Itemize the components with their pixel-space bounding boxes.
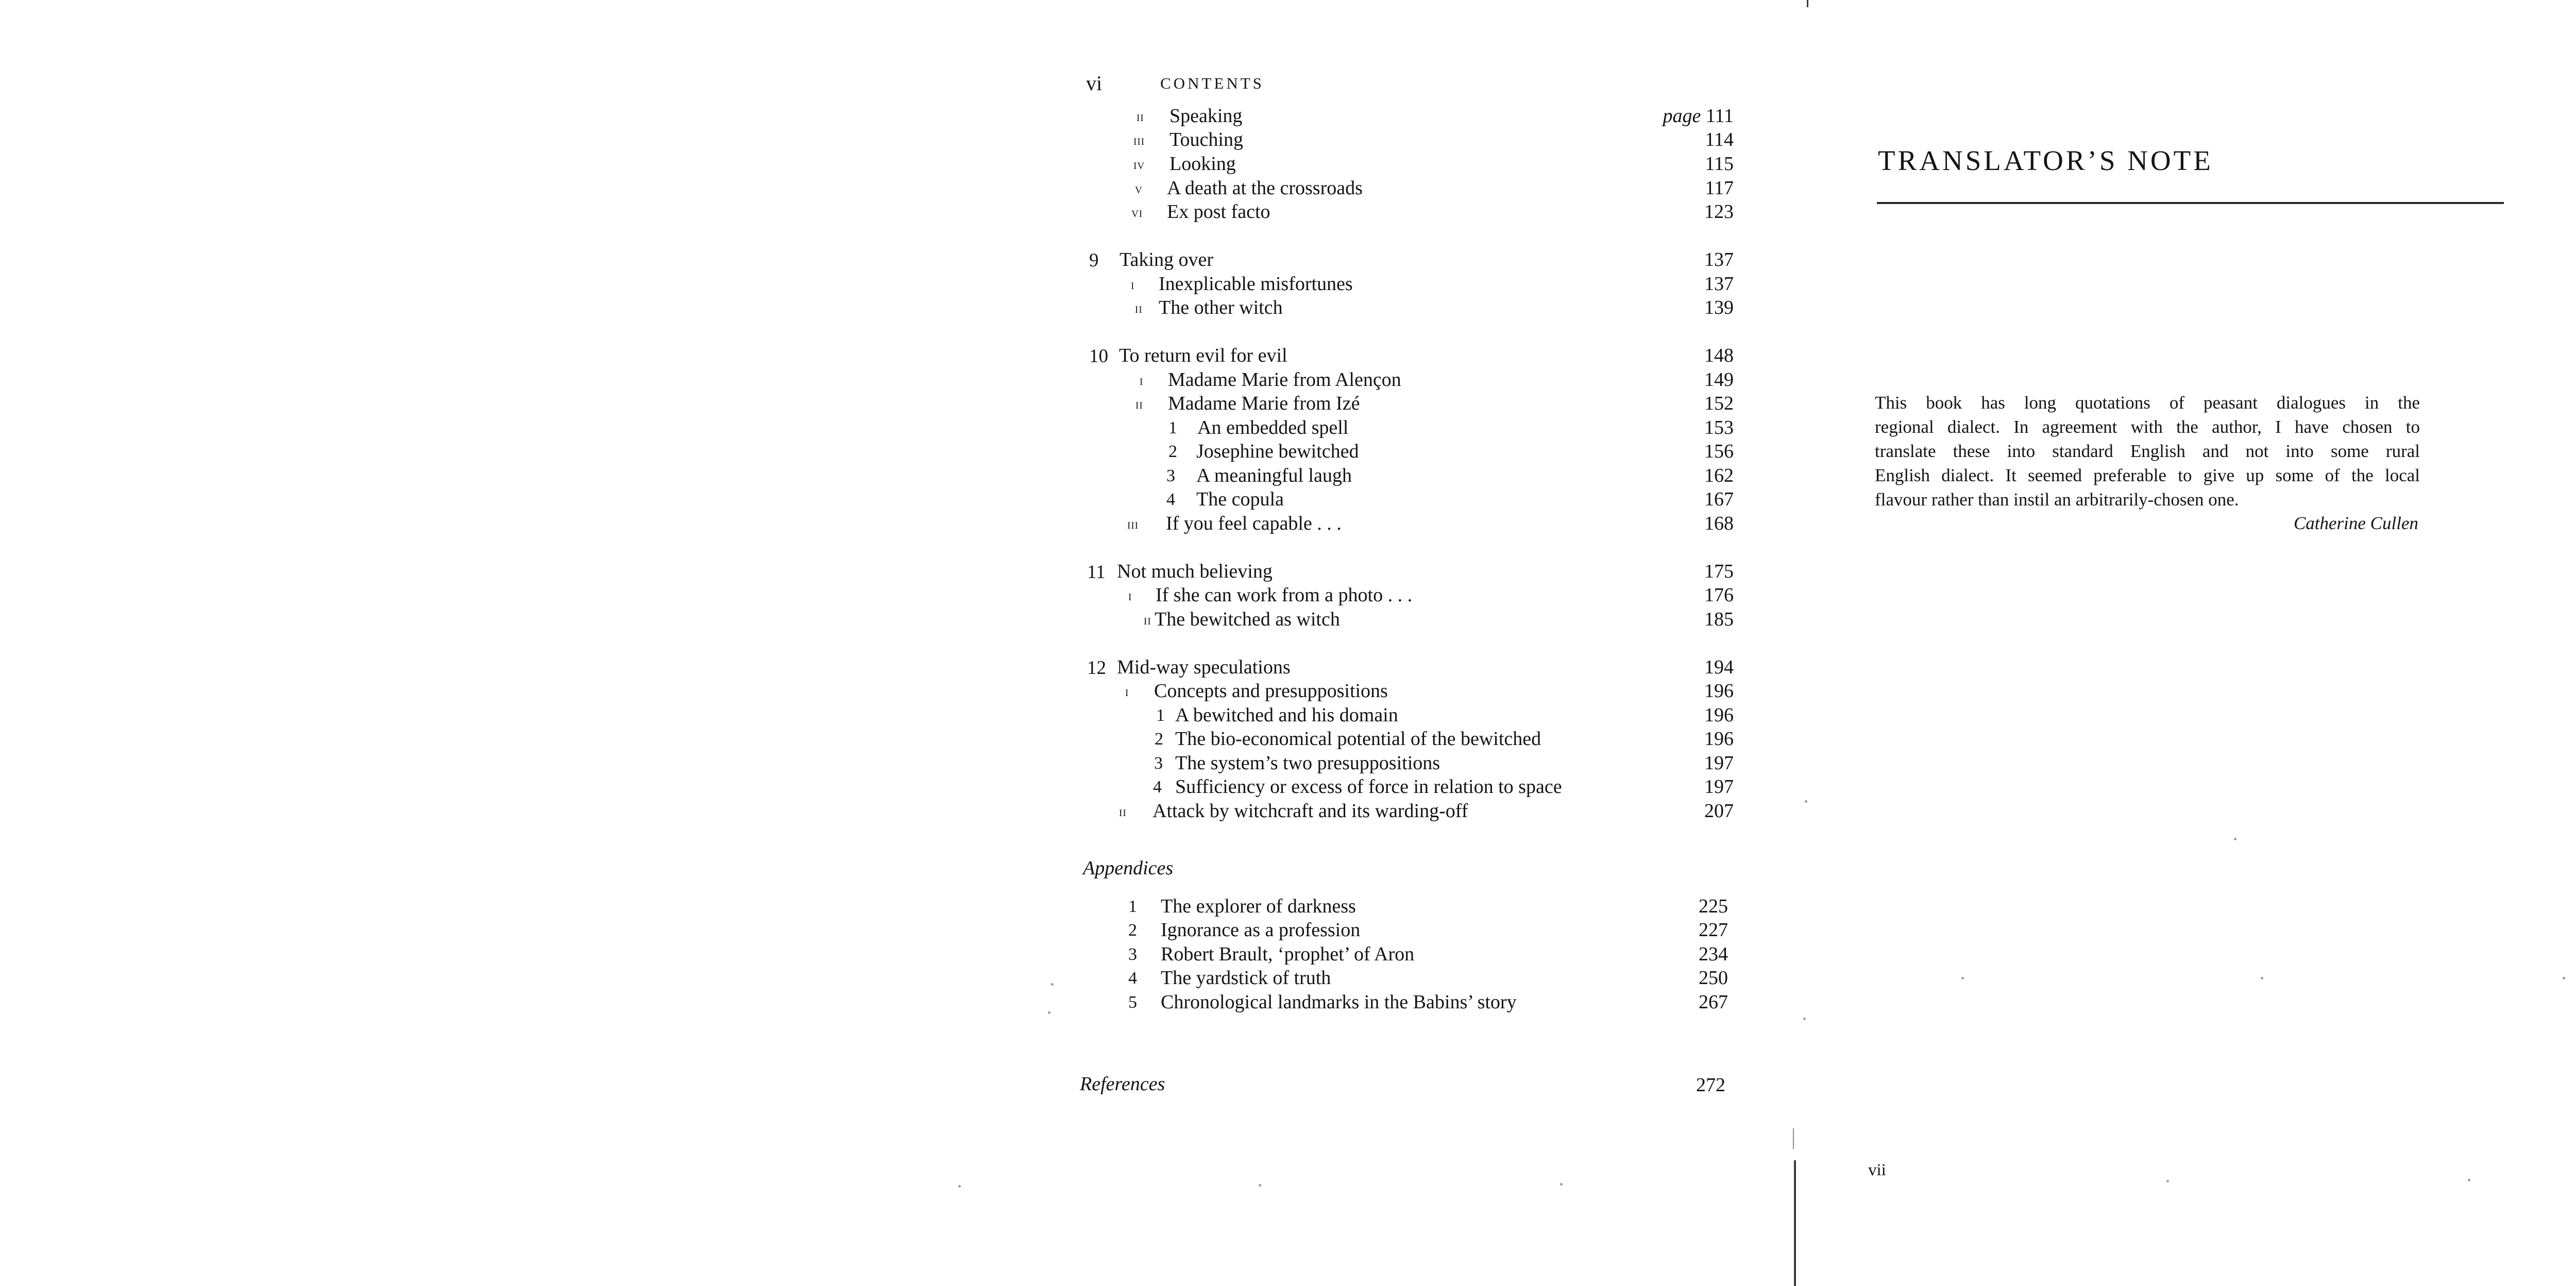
toc-entry-number: iii: [1127, 516, 1139, 532]
toc-entry-page: 123: [1704, 201, 1734, 223]
toc-entry-number: 2: [1168, 442, 1177, 461]
toc-entry-page: 162: [1704, 465, 1734, 486]
toc-entry-label: Ex post facto: [1167, 201, 1270, 223]
toc-entry-label: The bewitched as witch: [1155, 608, 1340, 630]
toc-entry-label: To return evil for evil: [1119, 345, 1287, 366]
toc-entry-label: Speaking: [1170, 105, 1243, 127]
appendix-label: Robert Brault, ‘prophet’ of Aron: [1161, 943, 1415, 965]
note-body-line: This book has long quotations of peasant dialogues in the: [1875, 393, 2420, 413]
toc-entry-page: 196: [1704, 728, 1734, 750]
appendix-number: 1: [1128, 897, 1137, 916]
toc-entry-label: Taking over: [1120, 249, 1214, 270]
toc-entry-label: The other witch: [1159, 297, 1283, 318]
toc-entry-number: i: [1125, 684, 1129, 699]
title-rule: [1877, 202, 2504, 204]
toc-entry-number: 1: [1168, 418, 1177, 437]
toc-entry-number: 11: [1087, 562, 1106, 583]
toc-entry-page: 137: [1704, 273, 1734, 295]
note-body-line: regional dialect. In agreement with the author, I have chosen to: [1875, 417, 2420, 437]
toc-entry-number: 4: [1166, 490, 1175, 509]
toc-entry-label: A meaningful laugh: [1196, 465, 1352, 486]
toc-entry-number: v: [1135, 181, 1143, 196]
scan-speck: [1803, 1018, 1806, 1020]
toc-entry-page: page 111: [1663, 105, 1734, 127]
toc-entry-number: vi: [1131, 205, 1143, 220]
toc-entry-page: 175: [1704, 561, 1734, 582]
toc-entry-label: A death at the crossroads: [1167, 177, 1363, 199]
toc-entry-page: 194: [1704, 656, 1734, 678]
top-edge-mark: [1807, 0, 1808, 7]
toc-entry-page: 114: [1705, 129, 1734, 150]
appendix-page: 225: [1699, 895, 1728, 917]
scan-speck: [1259, 1184, 1261, 1187]
page-folio-left: vi: [1086, 72, 1103, 95]
toc-entry-page: 152: [1704, 393, 1734, 414]
toc-entry-label: Josephine bewitched: [1196, 441, 1359, 462]
toc-entry-label: Concepts and presuppositions: [1154, 680, 1388, 702]
references-page-number: 272: [1696, 1074, 1725, 1096]
appendix-label: Chronological landmarks in the Babins’ story: [1161, 991, 1517, 1013]
toc-entry-page: 139: [1704, 297, 1734, 318]
toc-entry-label: The system’s two presuppositions: [1175, 752, 1440, 774]
toc-entry-label: If you feel capable . . .: [1166, 513, 1342, 534]
toc-entry-label: Not much believing: [1117, 561, 1273, 582]
scan-speck: [2563, 977, 2565, 979]
toc-entry-page: 176: [1704, 584, 1734, 606]
appendix-number: 4: [1128, 969, 1137, 988]
toc-entry-number: i: [1131, 277, 1135, 292]
toc-entry-number: ii: [1135, 300, 1143, 316]
appendix-label: The yardstick of truth: [1161, 967, 1331, 989]
toc-entry-page: 167: [1704, 488, 1734, 510]
toc-entry-label: The copula: [1196, 488, 1284, 510]
page-folio-right: vii: [1868, 1161, 1886, 1179]
scan-speck: [1048, 1011, 1050, 1014]
toc-entry-page: 156: [1704, 441, 1734, 462]
toc-entry-number: ii: [1137, 109, 1144, 124]
appendix-label: Ignorance as a profession: [1161, 919, 1361, 941]
toc-entry-page: 149: [1704, 369, 1734, 391]
toc-entry-number: iii: [1133, 132, 1145, 148]
toc-entry-label: A bewitched and his domain: [1175, 704, 1398, 726]
toc-entry-page: 115: [1705, 153, 1734, 175]
scan-speck: [2468, 1179, 2470, 1181]
toc-entry-label: Looking: [1170, 153, 1236, 175]
toc-entry-page: 197: [1704, 752, 1734, 774]
appendices-heading: Appendices: [1083, 857, 1174, 879]
toc-entry-page: 137: [1704, 249, 1734, 270]
scan-speck: [1961, 977, 1964, 979]
toc-entry-page: 153: [1704, 417, 1734, 438]
gutter-mark: [1793, 1128, 1794, 1149]
note-body-line: flavour rather than instil an arbitrarily-chosen one.: [1875, 489, 2239, 510]
appendix-number: 3: [1128, 945, 1137, 964]
toc-entry-number: 9: [1089, 250, 1099, 271]
toc-entry-label: Attack by witchcraft and its warding-off: [1153, 800, 1468, 822]
scan-speck: [1560, 1183, 1563, 1186]
toc-entry-number: i: [1140, 373, 1144, 388]
toc-entry-label: If she can work from a photo . . .: [1156, 584, 1413, 606]
appendix-label: The explorer of darkness: [1161, 895, 1356, 917]
scan-speck: [1805, 800, 1807, 803]
note-body-line: translate these into standard English and not into some rural: [1875, 441, 2420, 461]
toc-entry-number: 4: [1153, 777, 1162, 797]
references-label: References: [1080, 1073, 1165, 1095]
note-body-line: English dialect. It seemed preferable to give up some of the local: [1875, 465, 2420, 485]
toc-entry-label: Touching: [1170, 129, 1243, 150]
running-head: CONTENTS: [1160, 74, 1264, 92]
toc-entry-page: 148: [1704, 345, 1734, 366]
scan-speck: [2234, 838, 2236, 840]
note-title: TRANSLATOR’S NOTE: [1878, 145, 2213, 176]
appendix-page: 267: [1699, 991, 1728, 1013]
toc-entry-page: 168: [1704, 513, 1734, 534]
toc-entry-number: iv: [1133, 157, 1145, 172]
toc-entry-label: Inexplicable misfortunes: [1159, 273, 1353, 295]
gutter-shadow: [1794, 1160, 1796, 1286]
appendix-page: 234: [1699, 943, 1728, 965]
appendix-page: 227: [1699, 919, 1728, 941]
appendix-page: 250: [1699, 967, 1728, 989]
appendix-number: 5: [1128, 993, 1137, 1012]
toc-entry-page: 207: [1704, 800, 1734, 822]
scan-speck: [2261, 977, 2263, 979]
toc-entry-label: Mid-way speculations: [1117, 656, 1291, 678]
toc-entry-page: 196: [1704, 704, 1734, 726]
toc-entry-number: ii: [1119, 804, 1127, 819]
toc-entry-label: Sufficiency or excess of force in relation to space: [1175, 776, 1562, 798]
toc-entry-number: ii: [1136, 396, 1143, 412]
appendix-number: 2: [1128, 921, 1137, 940]
toc-entry-page: 185: [1704, 608, 1734, 630]
scan-speck: [2166, 1180, 2169, 1182]
toc-entry-number: i: [1128, 588, 1132, 603]
toc-entry-number: 3: [1154, 754, 1163, 773]
scan-speck: [1051, 983, 1054, 986]
toc-entry-label: The bio-economical potential of the bewitched: [1175, 728, 1541, 750]
translator-signature: Catherine Cullen: [2293, 513, 2418, 533]
toc-entry-label: Madame Marie from Alençon: [1168, 369, 1401, 391]
toc-entry-number: 10: [1089, 346, 1108, 367]
toc-entry-number: 3: [1166, 466, 1175, 485]
toc-entry-number: 1: [1156, 706, 1165, 725]
toc-entry-number: 12: [1087, 657, 1106, 679]
toc-entry-page: 117: [1705, 177, 1734, 199]
toc-entry-label: Madame Marie from Izé: [1168, 393, 1360, 414]
toc-entry-number: 2: [1155, 730, 1163, 749]
toc-entry-page: 196: [1704, 680, 1734, 702]
toc-entry-number: ii: [1144, 612, 1151, 628]
toc-entry-label: An embedded spell: [1197, 417, 1349, 438]
page-word-label: page: [1663, 105, 1706, 127]
scan-speck: [958, 1185, 961, 1188]
toc-entry-page: 197: [1704, 776, 1734, 798]
